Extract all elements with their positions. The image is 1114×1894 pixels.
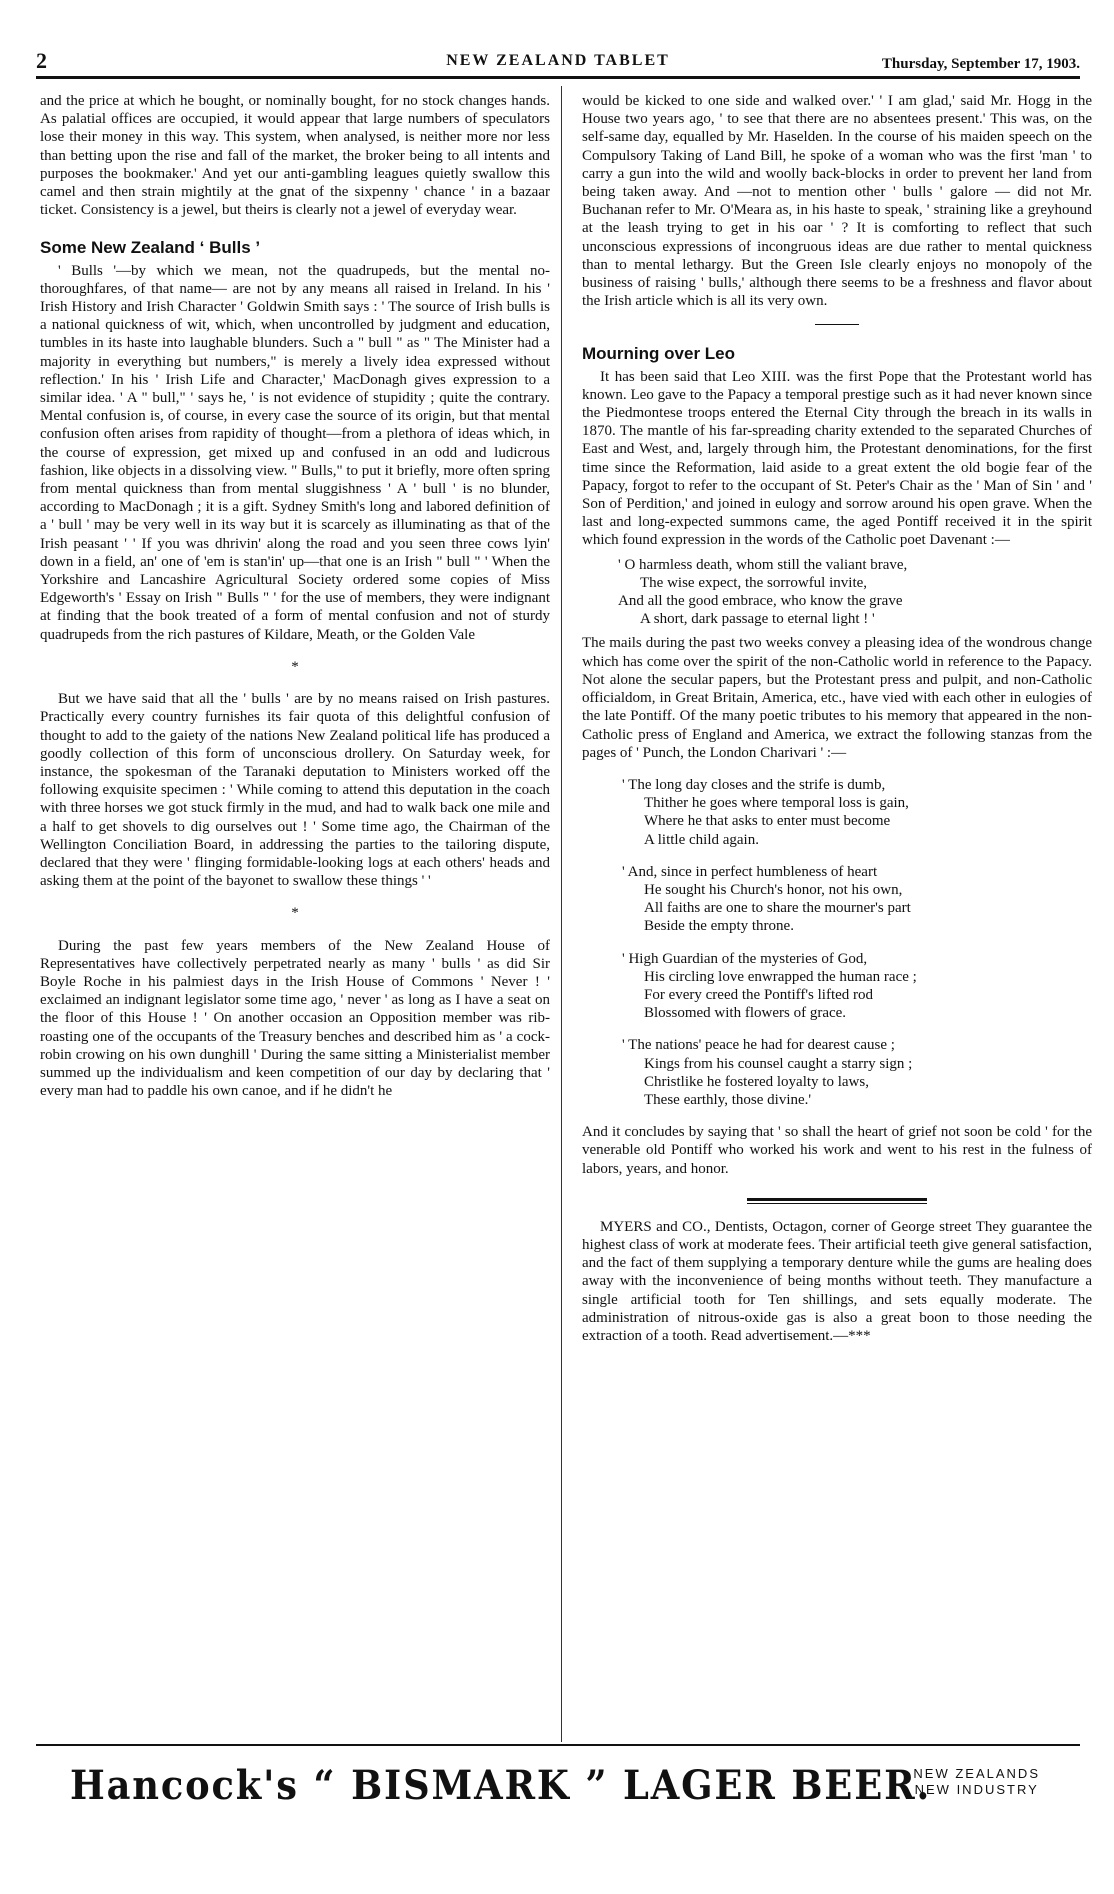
bulls-paragraph-1: ' Bulls '—by which we mean, not the quadrupeds, but the mental no-thoroughfares, of that name— are not by any means all raised in Ireland. In his ' Irish History and Irish Character ' Goldwin Smith says : ' The source of Irish bulls is a national quickness of wit, which, when uncontrolled by judgment and education, tumbles in its haste into laughable blunders. Such a " bull " as " The Minister had a majority in everything but numbers," is merely a lively idea expressed without reflection.' In his ' Irish Life and Character,' MacDonagh gives expression to a similar idea. ' A " bull," ' says he, ' is not evidence of stupidity ; quite the contrary. Mental confusion is, of course, in every case the source of its origin, but that mental confusion often arises from rapidity of thought—from a plethora of ideas which, in the course of expression, get mixed up and confused in an odd and ludicrous fashion, like objects in a dissolving view. " Bulls," to put it briefly, more often spring from mental quickness than from mental sluggishness ' A ' bull ' is no blunder, according to MacDonagh ; it is a gift. Sydney Smith's long and labored definition of a ' bull ' may be very well in its way but it is scarcely as illuminating as that of the Irish peasant ' ' If you was dhrivin' along the road and you seen three cows lyin' down in a field, an' one of 'em is stan'in' up—that one is an Irish " bull " ' When the Yorkshire and Lancashire Agricultural Society ordered some copies of Miss Edgeworth's ' Essay on Irish " Bulls " ' for the use of members, they were indignant at finding that the book treated of a form of mental confusion and not of sturdy quadrupeds from the rich pastures of Kildare, Meath, or the Golden Vale <box>40 262 550 643</box>
stanza-line: Christlike he fostered loyalty to laws, <box>644 1073 869 1090</box>
stanza-line: Kings from his counsel caught a starry sign ; <box>644 1055 913 1072</box>
poem-line: And all the good embrace, who know the grave <box>618 593 903 610</box>
leo-paragraph-3: And it concludes by saying that ' so shall the heart of grief not soon be cold ' for the venerable old Pontiff who worked his work and went to his rest in the fulness of labors, years, and honor. <box>582 1124 1092 1177</box>
beer-slogan: Hancock's “ BISMARK ” LAGER BEER. <box>70 1762 932 1809</box>
stanza-line: For every creed the Pontiff's lifted rod <box>644 986 874 1003</box>
stanza-line: Beside the empty throne. <box>644 918 794 935</box>
right-column <box>582 92 1092 1732</box>
punch-stanza-4 <box>582 1036 1092 1109</box>
bulls-paragraph-3: During the past few years members of the New Zealand House of Representatives have collectively perpetrated nearly as many ' bulls ' as did Sir Boyle Roche in his palmiest days in the Irish House of Commons ' Never ! ' exclaimed an indignant legislator some time ago, ' never ' as long as I have a seat on the floor of this House ! ' On another occasion an Opposition member was rib-roasting one of the occupants of the Treasury benches and described him as ' a cock-robin crowing on his own dunghill ' During the same sitting a Ministerialist member summed up the individualism and keen competition of our day by declaring that ' every man had to paddle his own canoe, and if he didn't he <box>40 937 550 1100</box>
stanza-line: Thither he goes where temporal loss is gain, <box>644 795 909 812</box>
continuation-paragraph: would be kicked to one side and walked over.' ' I am glad,' said Mr. Hogg in the House two years ago, ' to see that there are no absentees present.' This was, on the self-same day, equalled by Mr. Haselden. In the course of his maiden speech on the Compulsory Taking of Land Bill, he spoke of a woman who was the first 'man ' to carry a gun into the wild and woolly back-blocks in order to prevent her land from being taken away. And —not to mention other ' bulls ' galore — did not Mr. Buchanan refer to Mr. O'Meara as, in his haste to speak, ' straining like a greyhound at the leash trying to get in his oar ' ? It is comforting to reflect that such unconscious expressions of incongruous ideas are due rather to mental quickness than to mental lethargy. But the Green Isle clearly enjoys no monopoly of the business of raising ' bulls,' although there seems to be a freshness and flavor about the Irish article which is all its very own. <box>582 93 1092 310</box>
leo-paragraph-2: The mails during the past two weeks convey a pleasing idea of the wondrous change which has come over the spirit of the non-Catholic world in reference to the Papacy. Not alone the secular papers, but the Protestant press and pulpit, and non-Catholic officialdom, in Great Britain, America, etc., have vied with each other in eulogies of the late Pontiff. Of the many poetic tributes to his memory that appeared in the non-Catholic press of England and America, we extract the following stanzas from the pages of ' Punch, the London Charivari ' :— <box>582 635 1092 761</box>
punch-stanza-1 <box>582 776 1092 849</box>
beer-advert <box>36 1762 1080 1822</box>
davenant-poem <box>582 556 1092 629</box>
bulls-paragraph-2: But we have said that all the ' bulls ' are by no means raised on Irish pastures. Practically every country furnishes its fair quota of this delightful confusion of thought to add to the gaiety of the nations New Zealand political life has produced a goodly collection of this form of unconscious drollery. On Saturday week, for instance, the spokesman of the Taranaki deputation to Ministers worked off the following exquisite specimen : ' While coming to attend this deputation in the coach with three horses we got stuck firmly in the mud, and had to walk back one mile and a half to get shovels to dig ourselves out ! ' Some time ago, the Chairman of the Wellington Conciliation Board, in addressing the parties to the tailoring dispute, declared that they were ' flinging formidable-looking logs at each others' heads and asking them at the point of the bayonet to swallow these things ' ' <box>40 691 550 890</box>
stanza-line: ' The nations' peace he had for dearest cause ; <box>622 1037 895 1054</box>
dentist-advert: MYERS and CO., Dentists, Octagon, corner of George street They guarantee the highest class of work at moderate fees. Their artificial teeth give general satisfaction, and the fact of them supplying a temporary denture while the gums are healing does away with the inconvenience of being months without teeth. They manufacture a single artificial tooth for Ten shillings, and sets equally moderate. The administration of nitrous-oxide gas is also a great boon to those needing the extraction of a tooth. Read advertisement.—*** <box>582 1218 1092 1344</box>
stanza-line: ' The long day closes and the strife is dumb, <box>622 776 886 793</box>
industry-tag-line-2: NEW INDUSTRY <box>914 1782 1039 1797</box>
poem-line: ' O harmless death, whom still the valiant brave, <box>618 556 908 573</box>
footer-rule <box>36 1744 1080 1746</box>
bulls-heading: Some New Zealand ‘ Bulls ’ <box>40 238 261 258</box>
punch-stanza-2 <box>582 863 1092 936</box>
stanza-line: A little child again. <box>644 831 759 848</box>
masthead <box>36 46 1080 79</box>
leo-heading: Mourning over Leo <box>582 344 735 364</box>
poem-line: A short, dark passage to eternal light ! ' <box>640 611 875 628</box>
stanza-line: ' High Guardian of the mysteries of God, <box>622 950 868 967</box>
industry-tag <box>913 1766 1040 1798</box>
advert-rule <box>747 1198 927 1204</box>
intro-paragraph: and the price at which he bought, or nominally bought, for no stock changes hands. As palatial offices are occupied, it would appear that large numbers of speculators lose their money in this way. This system, when analysed, is neither more nor less than betting upon the rise and fall of the market, the broker being to all intents and purposes the bookmaker.' And yet our anti-gambling leagues quietly swallow this camel and then strain mightily at the gnat of the sixpenny ' chance ' in a bazaar ticket. Consistency is a jewel, but theirs is clearly not a jewel of everyday wear. <box>40 93 550 219</box>
paper-title: NEW ZEALAND TABLET <box>446 52 670 69</box>
industry-tag-line-1: NEW ZEALANDS <box>913 1766 1040 1781</box>
stanza-line: He sought his Church's honor, not his own, <box>644 881 903 898</box>
punch-stanza-3 <box>582 950 1092 1023</box>
stanza-line: His circling love enwrapped the human race ; <box>644 968 917 985</box>
column-divider <box>561 86 562 1742</box>
poem-line: The wise expect, the sorrowful invite, <box>640 574 868 591</box>
stanza-line: ' And, since in perfect humbleness of heart <box>622 863 878 880</box>
section-asterisk-2: * <box>291 905 299 922</box>
section-asterisk: * <box>291 658 299 675</box>
left-column <box>40 92 550 1732</box>
stanza-line: Where he that asks to enter must become <box>644 813 891 830</box>
section-rule <box>815 324 859 325</box>
leo-paragraph-1: It has been said that Leo XIII. was the first Pope that the Protestant world has known. Leo gave to the Papacy a temporal prestige such as it had never known since the Piedmontese troops entered the Eternal City through the breach in its walls in 1870. The mantle of his far-spreading charity extended to the separated Churches of East and West, and, largely through him, the Protestant denominations, for the first time since the Reformation, laid aside to a great extent the old bogie fear of the Papacy, forgot to refer to the occupant of St. Peter's Chair as the ' Man of Sin ' and ' Son of Perdition,' and joined in eulogy and sorrow around his open grave. When the last and long-expected summons came, the aged Pontiff received it in the spirit which found expression in the words of the Catholic poet Davenant :— <box>582 368 1092 549</box>
issue-date: Thursday, September 17, 1903. <box>881 56 1080 72</box>
stanza-line: Blossomed with flowers of grace. <box>644 1005 847 1022</box>
page-number: 2 <box>36 48 47 73</box>
stanza-line: These earthly, those divine.' <box>644 1091 812 1108</box>
stanza-line: All faiths are one to share the mourner's part <box>644 900 911 917</box>
